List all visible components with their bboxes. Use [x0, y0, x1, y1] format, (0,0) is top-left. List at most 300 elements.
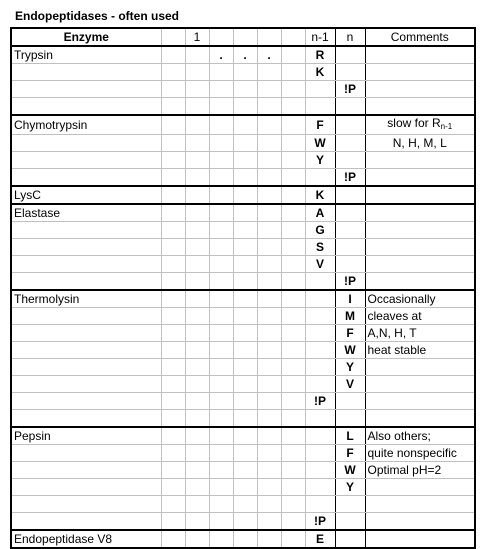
n-minus-1-cell[interactable]: Y	[305, 152, 335, 169]
table-row	[11, 222, 475, 239]
n-cell[interactable]	[335, 46, 365, 64]
empty-cell[interactable]	[209, 445, 233, 462]
empty-cell[interactable]	[209, 479, 233, 496]
empty-cell[interactable]	[161, 135, 185, 152]
empty-cell[interactable]	[257, 64, 281, 81]
n-minus-1-cell[interactable]	[305, 462, 335, 479]
comment-cell[interactable]	[365, 376, 475, 393]
empty-cell[interactable]	[209, 186, 233, 204]
header-comments: Comments	[365, 28, 475, 46]
n-minus-1-cell[interactable]	[305, 410, 335, 428]
empty-cell[interactable]	[161, 46, 185, 64]
enzyme-cell[interactable]	[11, 64, 161, 81]
n-minus-1-cell[interactable]: !P	[305, 513, 335, 531]
comment-cell[interactable]	[365, 410, 475, 428]
empty-cell[interactable]	[185, 530, 209, 548]
empty-cell[interactable]	[161, 427, 185, 445]
enzyme-cell[interactable]	[11, 393, 161, 410]
empty-cell[interactable]	[257, 513, 281, 531]
empty-cell[interactable]	[161, 445, 185, 462]
empty-cell[interactable]	[209, 513, 233, 531]
header-row	[11, 28, 475, 46]
enzyme-cell[interactable]	[11, 462, 161, 479]
empty-cell[interactable]	[209, 462, 233, 479]
comment-cell[interactable]	[365, 186, 475, 204]
empty-cell[interactable]	[161, 376, 185, 393]
empty-cell[interactable]	[185, 239, 209, 256]
n-cell[interactable]	[335, 98, 365, 116]
empty-cell[interactable]	[281, 256, 305, 273]
empty-cell[interactable]	[161, 325, 185, 342]
dot-cell[interactable]: .	[257, 46, 281, 64]
empty-cell[interactable]	[281, 479, 305, 496]
empty-cell[interactable]	[257, 135, 281, 152]
empty-cell[interactable]	[161, 222, 185, 239]
empty-cell[interactable]	[257, 308, 281, 325]
n-cell[interactable]: Y	[335, 359, 365, 376]
header-blank	[209, 28, 233, 46]
empty-cell[interactable]	[281, 376, 305, 393]
empty-cell[interactable]	[233, 342, 257, 359]
n-cell[interactable]: F	[335, 445, 365, 462]
empty-cell[interactable]	[281, 427, 305, 445]
enzyme-cell[interactable]	[11, 135, 161, 152]
empty-cell[interactable]	[185, 64, 209, 81]
dot-cell[interactable]: .	[209, 46, 233, 64]
n-cell[interactable]: !P	[335, 169, 365, 187]
n-minus-1-cell[interactable]	[305, 325, 335, 342]
header-col-1: 1	[185, 28, 209, 46]
comment-cell[interactable]	[365, 445, 475, 462]
n-minus-1-cell[interactable]: K	[305, 186, 335, 204]
empty-cell[interactable]	[257, 376, 281, 393]
empty-cell[interactable]	[185, 359, 209, 376]
comment-subscript: n-1	[440, 122, 453, 131]
empty-cell[interactable]	[185, 222, 209, 239]
enzyme-cell[interactable]: LysC	[11, 186, 161, 204]
sheet-title: Endopeptidases - often used	[15, 9, 180, 23]
empty-cell[interactable]	[185, 135, 209, 152]
empty-cell[interactable]	[257, 479, 281, 496]
empty-cell[interactable]	[233, 186, 257, 204]
empty-cell[interactable]	[233, 256, 257, 273]
comment-cell[interactable]	[365, 81, 475, 98]
n-minus-1-cell[interactable]	[305, 308, 335, 325]
empty-cell[interactable]	[257, 359, 281, 376]
empty-cell[interactable]	[233, 376, 257, 393]
empty-cell[interactable]	[257, 169, 281, 187]
empty-cell[interactable]	[209, 530, 233, 548]
empty-cell[interactable]	[257, 204, 281, 222]
empty-cell[interactable]	[281, 115, 305, 135]
n-minus-1-cell[interactable]	[305, 359, 335, 376]
empty-cell[interactable]	[161, 462, 185, 479]
comment-cell[interactable]	[365, 359, 475, 376]
empty-cell[interactable]	[233, 81, 257, 98]
empty-cell[interactable]	[257, 81, 281, 98]
n-cell[interactable]: I	[335, 290, 365, 308]
n-cell[interactable]	[335, 239, 365, 256]
empty-cell[interactable]	[281, 513, 305, 531]
empty-cell[interactable]	[185, 342, 209, 359]
empty-cell[interactable]	[209, 393, 233, 410]
enzyme-cell[interactable]	[11, 152, 161, 169]
empty-cell[interactable]	[233, 239, 257, 256]
empty-cell[interactable]	[185, 256, 209, 273]
empty-cell[interactable]	[161, 273, 185, 291]
empty-cell[interactable]	[185, 376, 209, 393]
n-cell[interactable]	[335, 256, 365, 273]
comment-cell[interactable]	[365, 273, 475, 291]
n-cell[interactable]	[335, 530, 365, 548]
empty-cell[interactable]	[209, 64, 233, 81]
enzyme-cell[interactable]	[11, 445, 161, 462]
empty-cell[interactable]	[281, 290, 305, 308]
empty-cell[interactable]	[233, 325, 257, 342]
empty-cell[interactable]	[209, 239, 233, 256]
n-cell[interactable]: F	[335, 325, 365, 342]
header-blank	[281, 28, 305, 46]
empty-cell[interactable]	[185, 46, 209, 64]
empty-cell[interactable]	[281, 152, 305, 169]
empty-cell[interactable]	[209, 256, 233, 273]
empty-cell[interactable]	[185, 152, 209, 169]
empty-cell[interactable]	[281, 342, 305, 359]
empty-cell[interactable]	[209, 152, 233, 169]
empty-cell[interactable]	[209, 115, 233, 135]
empty-cell[interactable]	[233, 222, 257, 239]
n-cell[interactable]	[335, 204, 365, 222]
empty-cell[interactable]	[209, 342, 233, 359]
empty-cell[interactable]	[161, 98, 185, 116]
empty-cell[interactable]	[185, 479, 209, 496]
n-minus-1-cell[interactable]	[305, 273, 335, 291]
empty-cell[interactable]	[257, 186, 281, 204]
empty-cell[interactable]	[185, 115, 209, 135]
empty-cell[interactable]	[257, 256, 281, 273]
empty-cell[interactable]	[161, 479, 185, 496]
empty-cell[interactable]	[233, 445, 257, 462]
enzyme-cell[interactable]	[11, 410, 161, 428]
comment-cell[interactable]	[365, 479, 475, 496]
comment-cell[interactable]	[365, 98, 475, 116]
empty-cell[interactable]	[233, 479, 257, 496]
table-row	[11, 325, 475, 342]
table-row	[11, 359, 475, 376]
empty-cell[interactable]	[185, 273, 209, 291]
n-minus-1-cell[interactable]	[305, 98, 335, 116]
empty-cell[interactable]	[233, 115, 257, 135]
empty-cell[interactable]	[281, 64, 305, 81]
empty-cell[interactable]	[161, 530, 185, 548]
n-cell[interactable]: !P	[335, 81, 365, 98]
empty-cell[interactable]	[161, 239, 185, 256]
n-minus-1-cell[interactable]	[305, 81, 335, 98]
table-row	[11, 98, 475, 116]
n-cell[interactable]: L	[335, 427, 365, 445]
n-cell[interactable]: W	[335, 462, 365, 479]
n-minus-1-cell[interactable]	[305, 445, 335, 462]
empty-cell[interactable]	[185, 513, 209, 531]
n-minus-1-cell[interactable]	[305, 427, 335, 445]
enzyme-cell[interactable]	[11, 513, 161, 531]
empty-cell[interactable]	[161, 186, 185, 204]
empty-cell[interactable]	[281, 445, 305, 462]
enzyme-cell[interactable]: Pepsin	[11, 427, 161, 445]
empty-cell[interactable]	[161, 64, 185, 81]
empty-cell[interactable]	[233, 308, 257, 325]
empty-cell[interactable]	[209, 410, 233, 428]
comment-cell[interactable]	[365, 46, 475, 64]
empty-cell[interactable]	[185, 410, 209, 428]
empty-cell[interactable]	[233, 169, 257, 187]
enzyme-cell[interactable]	[11, 342, 161, 359]
empty-cell[interactable]	[257, 273, 281, 291]
table-row	[11, 46, 475, 64]
table-row	[11, 445, 475, 462]
empty-cell[interactable]	[281, 98, 305, 116]
enzyme-cell[interactable]: Elastase	[11, 204, 161, 222]
n-minus-1-cell[interactable]	[305, 169, 335, 187]
empty-cell[interactable]	[257, 115, 281, 135]
empty-cell[interactable]	[161, 115, 185, 135]
empty-cell[interactable]	[185, 204, 209, 222]
empty-cell[interactable]	[161, 308, 185, 325]
empty-cell[interactable]	[257, 427, 281, 445]
empty-cell[interactable]	[257, 325, 281, 342]
n-minus-1-cell[interactable]	[305, 479, 335, 496]
comment-text: Occasionally	[367, 291, 436, 306]
enzyme-cell[interactable]: Chymotrypsin	[11, 115, 161, 135]
empty-cell[interactable]	[161, 410, 185, 428]
empty-cell[interactable]	[233, 204, 257, 222]
empty-cell[interactable]	[281, 325, 305, 342]
empty-cell[interactable]	[209, 204, 233, 222]
empty-cell[interactable]	[257, 342, 281, 359]
empty-cell[interactable]	[233, 513, 257, 531]
n-minus-1-cell[interactable]: R	[305, 46, 335, 64]
empty-cell[interactable]	[281, 81, 305, 98]
n-cell[interactable]	[335, 222, 365, 239]
n-cell[interactable]	[335, 513, 365, 531]
empty-cell[interactable]	[257, 393, 281, 410]
comment-cell[interactable]	[365, 308, 475, 325]
empty-cell[interactable]	[209, 98, 233, 116]
enzyme-cell[interactable]	[11, 479, 161, 496]
empty-cell[interactable]	[161, 359, 185, 376]
n-cell[interactable]	[335, 393, 365, 410]
n-minus-1-cell[interactable]	[305, 376, 335, 393]
empty-cell[interactable]	[161, 513, 185, 531]
n-cell[interactable]: W	[335, 342, 365, 359]
n-cell[interactable]: V	[335, 376, 365, 393]
empty-cell[interactable]	[233, 98, 257, 116]
empty-cell[interactable]	[185, 308, 209, 325]
empty-cell[interactable]	[233, 64, 257, 81]
empty-cell[interactable]	[257, 445, 281, 462]
comment-cell[interactable]	[365, 239, 475, 256]
empty-cell[interactable]	[233, 410, 257, 428]
empty-cell[interactable]	[281, 222, 305, 239]
comment-cell[interactable]	[365, 256, 475, 273]
empty-cell[interactable]	[233, 530, 257, 548]
dot-cell[interactable]: .	[233, 46, 257, 64]
comment-cell[interactable]	[365, 204, 475, 222]
empty-cell[interactable]	[209, 359, 233, 376]
empty-cell[interactable]	[185, 186, 209, 204]
empty-cell[interactable]	[209, 325, 233, 342]
table-row	[11, 530, 475, 548]
comment-cell[interactable]	[365, 342, 475, 359]
n-cell[interactable]	[335, 135, 365, 152]
table-row	[11, 186, 475, 204]
empty-cell[interactable]	[233, 290, 257, 308]
header-n-minus-1: n-1	[305, 28, 335, 46]
comment-cell[interactable]	[365, 325, 475, 342]
empty-cell[interactable]	[209, 222, 233, 239]
comment-cell[interactable]	[365, 222, 475, 239]
empty-cell[interactable]	[281, 46, 305, 64]
n-minus-1-cell[interactable]: F	[305, 115, 335, 135]
n-minus-1-cell[interactable]	[305, 342, 335, 359]
empty-cell[interactable]	[209, 290, 233, 308]
enzyme-cell[interactable]	[11, 256, 161, 273]
n-minus-1-cell[interactable]: W	[305, 135, 335, 152]
empty-cell[interactable]	[257, 410, 281, 428]
n-minus-1-cell[interactable]: K	[305, 64, 335, 81]
enzyme-cell[interactable]	[11, 273, 161, 291]
empty-cell[interactable]	[185, 427, 209, 445]
empty-cell[interactable]	[257, 530, 281, 548]
comment-cell[interactable]	[365, 462, 475, 479]
n-cell[interactable]	[335, 152, 365, 169]
enzyme-cell[interactable]	[11, 81, 161, 98]
empty-cell[interactable]	[185, 98, 209, 116]
empty-cell[interactable]	[281, 462, 305, 479]
empty-cell[interactable]	[281, 359, 305, 376]
empty-cell[interactable]	[257, 152, 281, 169]
enzyme-cell[interactable]	[11, 222, 161, 239]
empty-cell[interactable]	[161, 169, 185, 187]
n-minus-1-cell[interactable]	[305, 290, 335, 308]
empty-cell[interactable]	[185, 81, 209, 98]
empty-cell[interactable]	[161, 342, 185, 359]
empty-cell[interactable]	[281, 169, 305, 187]
n-minus-1-cell[interactable]: S	[305, 239, 335, 256]
enzyme-cell[interactable]	[11, 359, 161, 376]
n-minus-1-cell[interactable]: E	[305, 530, 335, 548]
empty-cell[interactable]	[209, 135, 233, 152]
comment-cell[interactable]	[365, 135, 475, 152]
empty-cell[interactable]	[281, 410, 305, 428]
empty-cell[interactable]	[185, 325, 209, 342]
empty-cell[interactable]	[257, 222, 281, 239]
header-n: n	[335, 28, 365, 46]
comment-cell[interactable]	[365, 427, 475, 445]
empty-cell[interactable]	[161, 256, 185, 273]
empty-cell[interactable]	[209, 273, 233, 291]
empty-cell[interactable]	[233, 427, 257, 445]
enzyme-cell[interactable]	[11, 308, 161, 325]
empty-cell[interactable]	[233, 462, 257, 479]
enzyme-cell[interactable]	[11, 376, 161, 393]
n-minus-1-cell[interactable]: V	[305, 256, 335, 273]
empty-cell[interactable]	[257, 98, 281, 116]
empty-cell[interactable]	[257, 290, 281, 308]
n-cell[interactable]	[335, 64, 365, 81]
n-cell[interactable]: !P	[335, 273, 365, 291]
comment-cell[interactable]	[365, 393, 475, 410]
enzyme-cell[interactable]: Endopeptidase V8	[11, 530, 161, 548]
empty-cell[interactable]	[281, 308, 305, 325]
empty-cell[interactable]	[281, 393, 305, 410]
empty-cell[interactable]	[209, 308, 233, 325]
empty-cell[interactable]	[209, 169, 233, 187]
empty-cell[interactable]	[185, 393, 209, 410]
enzyme-cell[interactable]	[11, 239, 161, 256]
comment-cell[interactable]	[365, 513, 475, 531]
empty-cell[interactable]	[185, 169, 209, 187]
empty-cell[interactable]	[257, 239, 281, 256]
n-cell[interactable]	[335, 186, 365, 204]
empty-cell[interactable]	[209, 81, 233, 98]
n-cell[interactable]: M	[335, 308, 365, 325]
header-enzyme: Enzyme	[11, 28, 161, 46]
empty-cell[interactable]	[161, 393, 185, 410]
n-cell[interactable]	[335, 410, 365, 428]
empty-cell[interactable]	[257, 462, 281, 479]
comment-cell[interactable]	[365, 115, 475, 135]
n-minus-1-cell[interactable]: G	[305, 222, 335, 239]
empty-cell[interactable]	[161, 204, 185, 222]
n-cell[interactable]: Y	[335, 479, 365, 496]
comment-cell[interactable]	[365, 169, 475, 187]
empty-cell[interactable]	[161, 81, 185, 98]
empty-cell[interactable]	[233, 273, 257, 291]
enzyme-cell[interactable]: Trypsin	[11, 46, 161, 64]
comment-cell[interactable]	[365, 530, 475, 548]
empty-cell[interactable]	[185, 462, 209, 479]
empty-cell[interactable]	[161, 290, 185, 308]
empty-cell[interactable]	[281, 135, 305, 152]
comment-cell[interactable]	[365, 152, 475, 169]
comment-cell[interactable]	[365, 64, 475, 81]
empty-cell[interactable]	[161, 152, 185, 169]
empty-cell[interactable]	[233, 152, 257, 169]
n-cell[interactable]	[335, 115, 365, 135]
enzyme-cell[interactable]	[11, 169, 161, 187]
empty-cell[interactable]	[185, 445, 209, 462]
empty-cell[interactable]	[281, 273, 305, 291]
empty-cell[interactable]	[233, 135, 257, 152]
empty-cell[interactable]	[185, 290, 209, 308]
enzyme-cell[interactable]	[11, 98, 161, 116]
empty-cell[interactable]	[281, 530, 305, 548]
n-minus-1-cell[interactable]: A	[305, 204, 335, 222]
empty-cell[interactable]	[281, 204, 305, 222]
comment-cell[interactable]	[365, 290, 475, 308]
empty-cell[interactable]	[233, 393, 257, 410]
empty-cell[interactable]	[209, 376, 233, 393]
enzyme-cell[interactable]: Thermolysin	[11, 290, 161, 308]
enzyme-cell[interactable]	[11, 325, 161, 342]
empty-cell[interactable]	[233, 359, 257, 376]
empty-cell[interactable]	[281, 186, 305, 204]
n-minus-1-cell[interactable]: !P	[305, 393, 335, 410]
empty-cell[interactable]	[281, 239, 305, 256]
empty-cell[interactable]	[209, 427, 233, 445]
table-row	[11, 479, 475, 496]
